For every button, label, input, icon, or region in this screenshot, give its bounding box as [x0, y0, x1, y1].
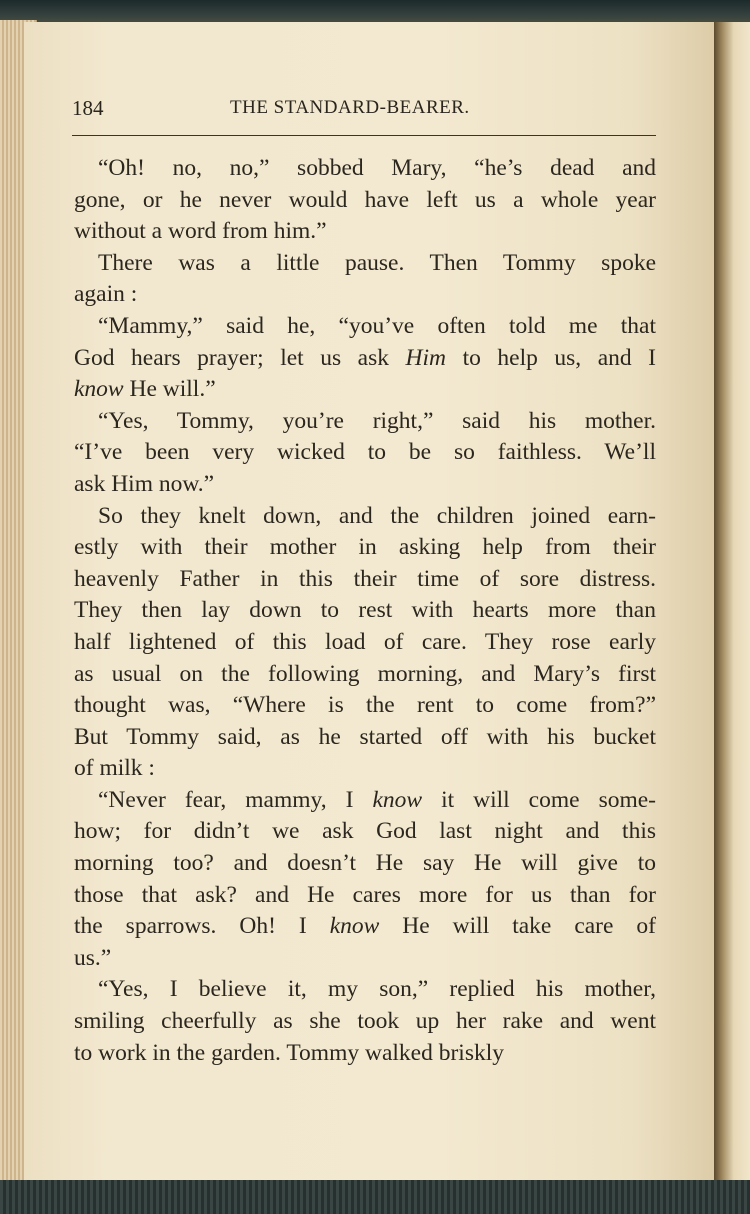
text-line: as usual on the following morning, and Mary’s first — [74, 660, 656, 687]
text-line: how; for didn’t we ask God last night and this — [74, 818, 656, 845]
text-line: “Yes, I believe it, my son,” replied his mother, — [98, 976, 656, 1003]
text-line: ask Him now.” — [74, 470, 215, 497]
text-line: So they knelt down, and the children joined earn- — [98, 502, 656, 529]
text-line: “I’ve been very wicked to be so faithless. We’ll — [74, 439, 656, 466]
paragraph — [74, 153, 656, 248]
text-line: There was a little pause. Then Tommy spoke — [98, 249, 656, 276]
paragraph — [74, 311, 656, 406]
paragraph — [74, 406, 656, 501]
text-line: They then lay down to rest with hearts more than — [74, 597, 656, 624]
text-line: “Never fear, mammy, I know it will come some- — [98, 786, 656, 813]
paragraph — [74, 785, 656, 975]
text-line: morning too? and doesn’t He say He will give to — [74, 850, 656, 877]
text-line: us.” — [74, 944, 112, 971]
text-line: “Mammy,” said he, “you’ve often told me that — [98, 312, 656, 339]
text-line: estly with their mother in asking help from their — [74, 534, 656, 561]
text-line: the sparrows. Oh! I know He will take care of — [74, 913, 656, 940]
text-line: But Tommy said, as he started off with his bucket — [74, 723, 656, 750]
text-line: God hears prayer; let us ask Him to help us, and I — [74, 344, 656, 371]
italic-word: know — [329, 913, 380, 940]
text-line: smiling cheerfully as she took up her rake and went — [74, 1008, 656, 1035]
text-line: to work in the garden. Tommy walked briskly — [74, 1039, 504, 1066]
text-line: half lightened of this load of care. They rose early — [74, 628, 656, 655]
paragraph — [74, 501, 656, 785]
book-bottom-edge — [0, 1180, 750, 1214]
text-line: again : — [74, 281, 138, 308]
text-line: of milk : — [74, 755, 155, 782]
body-text — [74, 153, 656, 1069]
header-rule — [72, 135, 656, 136]
running-head: THE STANDARD-BEARER. — [230, 97, 470, 118]
paragraph — [74, 248, 656, 311]
italic-word: Him — [405, 344, 447, 371]
text-line: without a word from him.” — [74, 218, 327, 245]
book-gutter — [714, 22, 750, 1182]
text-line: heavenly Father in this their time of sore distress. — [74, 565, 656, 592]
book-top-edge — [0, 0, 750, 24]
text-line: know He will.” — [74, 376, 216, 403]
italic-word: know — [372, 786, 423, 813]
text-line: those that ask? and He cares more for us than for — [74, 881, 656, 908]
italic-word: know — [74, 376, 124, 403]
page-header — [72, 96, 656, 124]
text-line: gone, or he never would have left us a whole year — [74, 186, 656, 213]
paragraph — [74, 974, 656, 1069]
text-line: thought was, “Where is the rent to come from?” — [74, 692, 656, 719]
text-line: “Yes, Tommy, you’re right,” said his mother. — [98, 407, 656, 434]
text-line: “Oh! no, no,” sobbed Mary, “he’s dead and — [98, 155, 656, 181]
page-number: 184 — [72, 96, 104, 120]
